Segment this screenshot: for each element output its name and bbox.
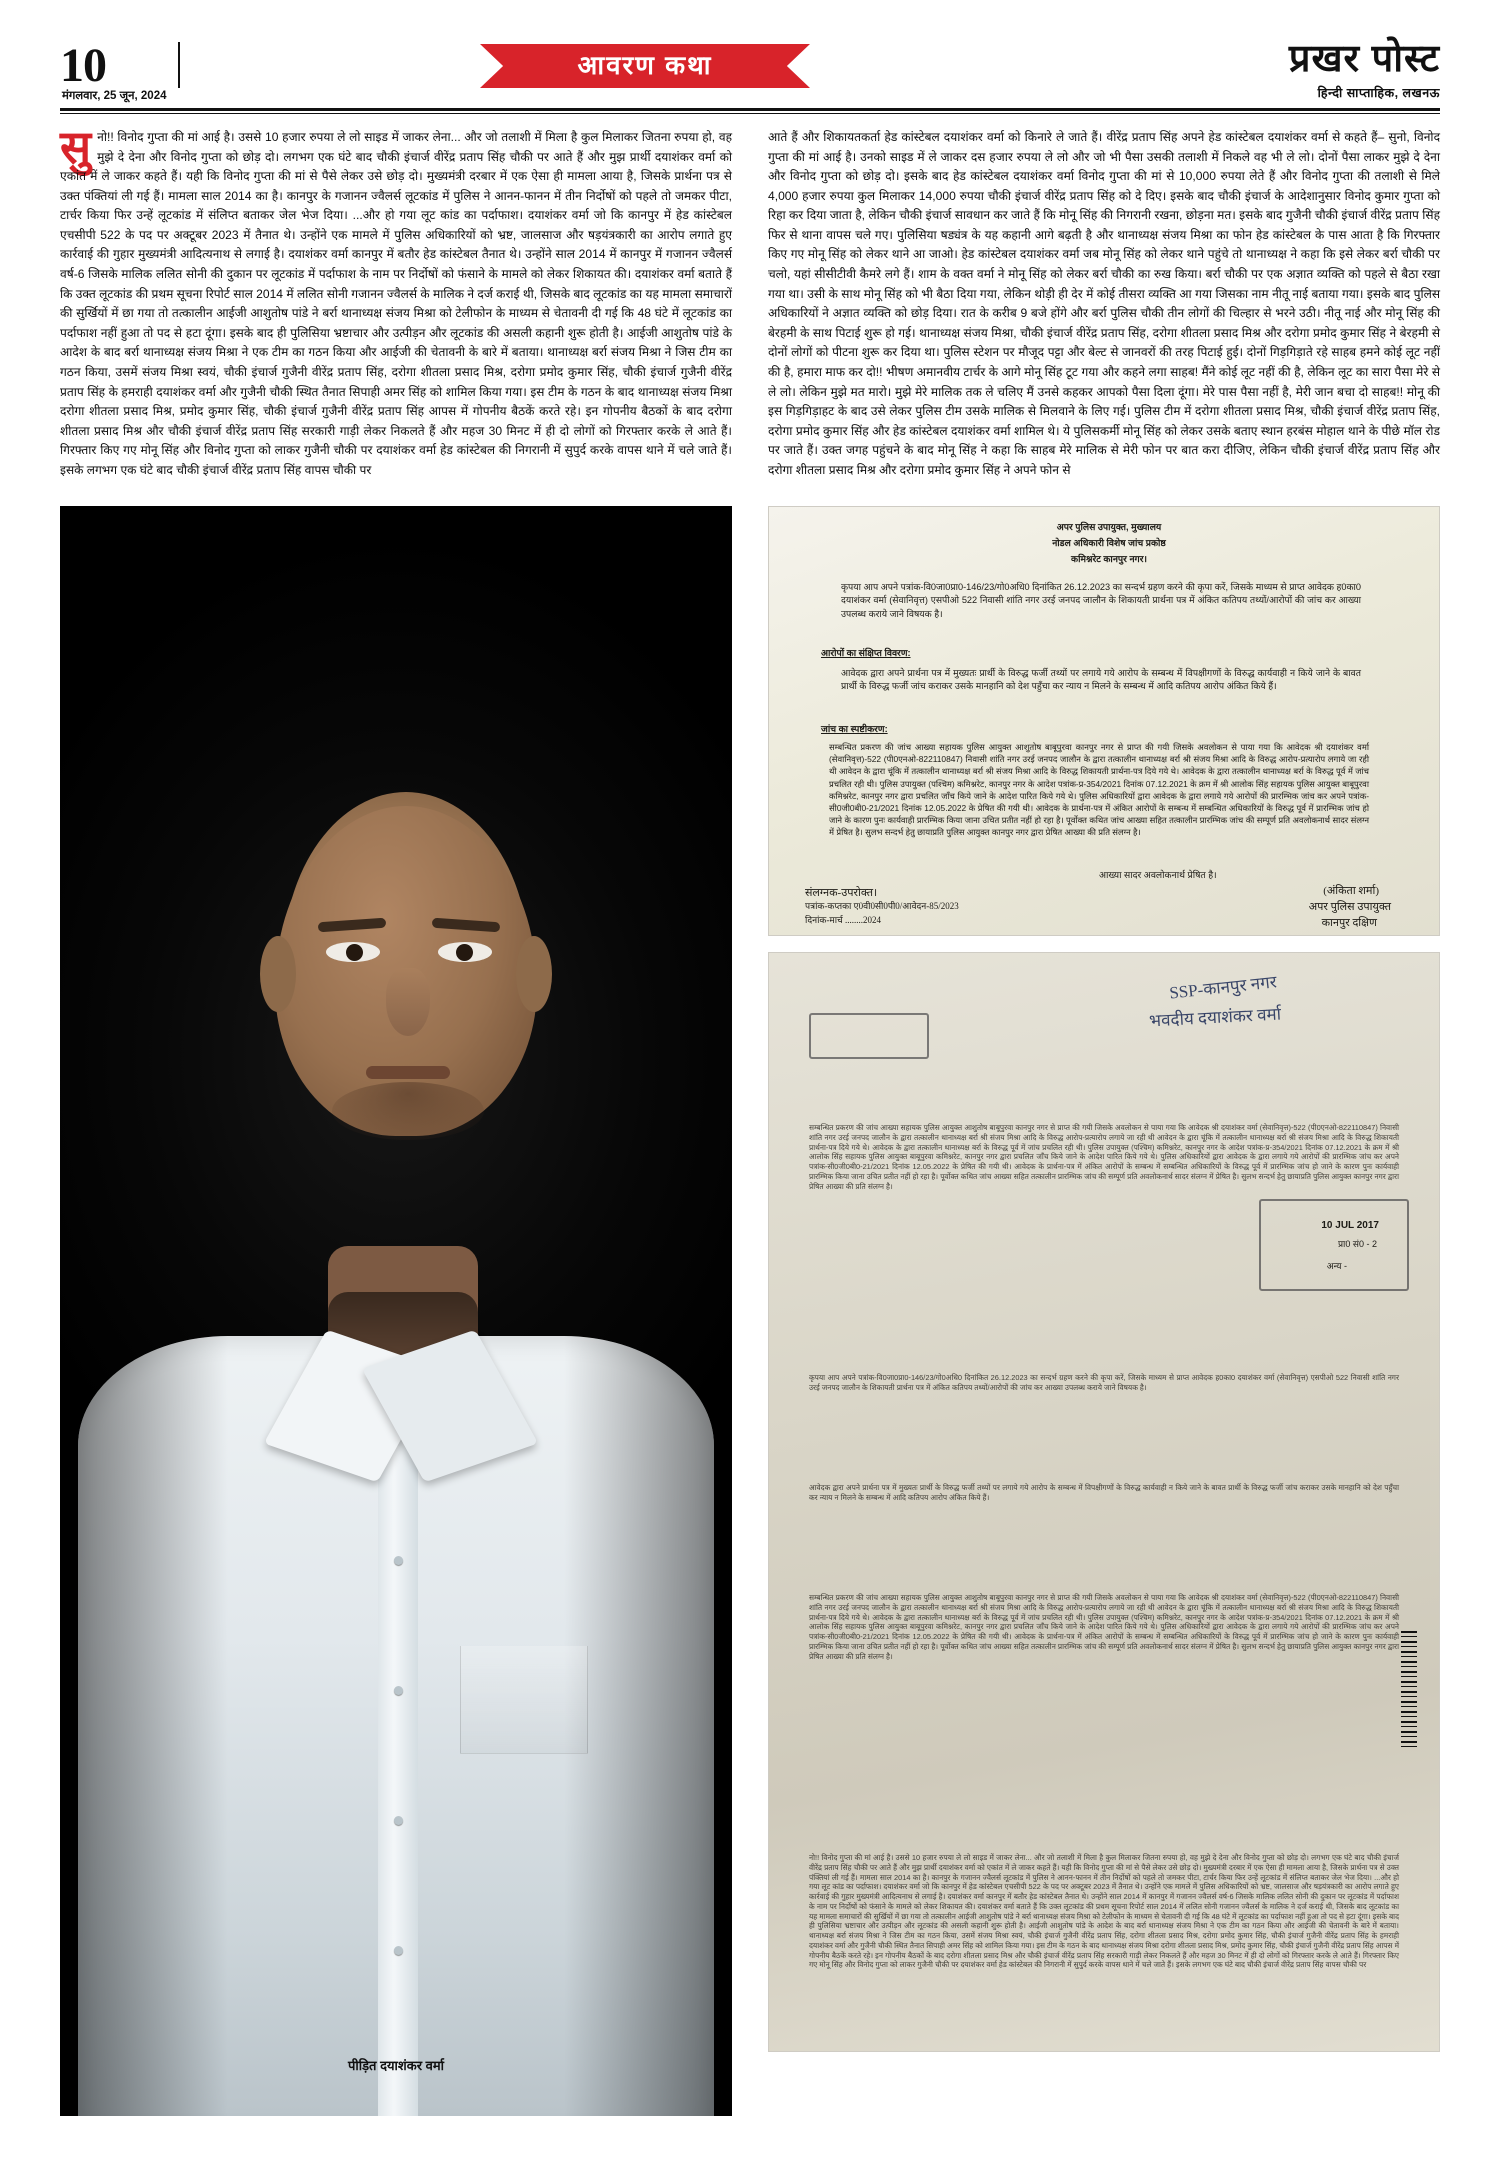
doc1-left-sign-2: पत्रांक-कप्तका ए0वी0सी0पी0/आवेदन-85/2023: [805, 901, 959, 911]
header-rule-thin: [60, 113, 1440, 114]
doc2-stamp-field-other: अन्य -: [1326, 1260, 1347, 1271]
pupil-left: [346, 944, 363, 961]
brand-subtitle: हिन्दी साप्ताहिक, लखनऊ: [1317, 85, 1440, 100]
doc1-right-sign-2: अपर पुलिस उपायुक्त: [1308, 901, 1391, 913]
article-body-1: नो!! विनोद गुप्ता की मां आई है। उससे 10 हजार रुपया ले लो साइड में जाकर लेना... और जो तलाशी में मिला है कुल मिलाकर जितना रुपया हो, वह मुझे दे देना और विनोद गुप्ता को छोड़ दो। लगभग एक घंटे बाद चौकी इंचार्ज वीरेंद्र प्रताप सिंह चौकी पर आते हैं और मुझ प्रार्थी दयाशंकर वर्मा को एकांत में ले जाकर कहते हैं। यही कि विनोद गुप्ता की मां से पैसे लेकर उसे छोड़ दो। मुख्यमंत्री दरबार में एक ऐसा ही मामला आया है, जिसके प्रार्थना पत्र से उक्त पंक्तियां ली गई हैं। मामला साल 2014 का है। कानपुर के गजानन ज्वैलर्स लूटकांड में पुलिस ने आनन-फानन में तीन निर्दोषों को पहले तो जमकर पीटा, टार्चर किया फिर उन्हें लूटकांड में संलिप्त बताकर जेल भेज दिया। ...और हो गया लूट कांड का पर्दाफाश। दयाशंकर वर्मा जो कि कानपुर में हेड कांस्टेबल एचसीपी 522 के पद पर अक्टूबर 2023 में तैनात थे। उन्होंने एक मामले में पुलिस अधिकारियों को भ्रष्ट, जालसाज और षड़यंत्रकारी का आरोप लगाते हुए कार्रवाई की गुहार मुख्यमंत्री आदित्यनाथ से लगाई है। दयाशंकर वर्मा कानपुर में बतौर हेड कांस्टेबल तैनात थे। उन्होंने साल 2014 में कानपुर में गजानन ज्वैलर्स वर्ष-6 जिसके मालिक ललित सोनी की दुकान पर लूटकांड में पर्दाफाश के नाम पर निर्दोषों को फंसाने के मामले को लेकर शिकायत की। दयाशंकर वर्मा बताते हैं कि उक्त लूटकांड की प्रथम सूचना रिपोर्ट साल 2014 में ललित सोनी गजानन ज्वैलर्स के मालिक ने दर्ज कराई थी, जिसके बाद लूटकांड का यह मामला समाचारों की सुर्खियों में छा गया तो तत्कालीन आईजी आशुतोष पांडे ने बर्रा थानाध्यक्ष संजय मिश्रा को टेलीफोन के माध्यम से चेतावनी दी गई कि 48 घंटे में लूटकांड का पर्दाफाश नहीं हुआ तो पद से हटा दूंगा। इसके बाद ही पुलिसिया भ्रष्टाचार और उत्पीड़न और लूटकांड की असली कहानी शुरू होती है। आईजी आशुतोष पांडे के आदेश के बाद बर्रा थानाध्यक्ष संजय मिश्रा ने एक टीम का गठन किया और आईजी की चेतावनी के बारे में बताया। थानाध्यक्ष बर्रा संजय मिश्रा ने जिस टीम का गठन किया, उसमें संजय मिश्रा स्वयं, चौकी इंचार्ज गुजैनी वीरेंद्र प्रताप सिंह, दरोगा शीतला प्रसाद मिश्र, दरोगा प्रमोद कुमार सिंह, चौकी इंचार्ज गुजैनी वीरेंद्र प्रताप सिंह के हमराही दयाशंकर वर्मा और गुजैनी चौकी स्थित तैनात सिपाही अमर सिंह को शामिल किया गया। इस टीम के गठन के बाद थानाध्यक्ष संजय मिश्रा दरोगा शीतला प्रसाद मिश्र, प्रमोद कुमार सिंह, चौकी इंचार्ज गुजैनी वीरेंद्र प्रताप सिंह आपस में गोपनीय बैठकें करते रहे। इन गोपनीय बैठकों के बाद दरोगा शीतला प्रसाद मिश्र और चौकी इंचार्ज वीरेंद्र प्रताप सिंह सरकारी गाड़ी लेकर निकलते हैं और महज 30 मिनट में ही दो लोगों को गिरफ्तार करके ले आते हैं। गिरफ्तार किए गए मोनू सिंह और विनोद गुप्ता को लाकर गुजैनी चौकी पर दयाशंकर वर्मा हेड कांस्टेबल की निगरानी में सुपुर्द करके वापस थाने में चले जाते हैं। इसके लगभग एक घंटे बाद चौकी इंचार्ज वीरेंद्र प्रताप सिंह वापस चौकी पर: [60, 130, 733, 477]
drop-cap: सु: [60, 122, 92, 173]
article-body-2: आते हैं और शिकायतकर्ता हेड कांस्टेबल दयाशंकर वर्मा को किनारे ले जाते हैं। वीरेंद्र प्रताप सिंह अपने हेड कांस्टेबल दयाशंकर वर्मा से कहते हैं– सुनो, विनोद गुप्ता की मां आई है। उनको साइड में ले जाकर दस हजार रुपया ले लो और जो भी पैसा उसकी तलाशी में निकले वह भी ले लो। दोनों पैसा लाकर मुझे दे देना और विनोद गुप्ता को छोड़ दो। इसके बाद हेड कांस्टेबल दयाशंकर वर्मा विनोद गुप्ता की मां से 10,000 रुपया लेते हैं और विनोद गुप्ता की तलाशी से मिले 4,000 हजार रुपया कुल मिलाकर 14,000 रुपया चौकी इंचार्ज वीरेंद्र प्रताप सिंह को दे दिए। इसके बाद चौकी इंचार्ज के आदेशानुसार विनोद कुमार गुप्ता को रिहा कर दिया जाता है, लेकिन चौकी इंचार्ज सावधान कर जाते हैं कि मोनू सिंह की निगरानी रखना, छोड़ना मत। इसके बाद गुजैनी चौकी इंचार्ज वीरेंद्र प्रताप सिंह फिर से थाना वापस चले गए। पुलिसिया षड्यंत्र के यह कहानी आगे बढ़ती है और थानाध्यक्ष संजय मिश्रा का फोन हेड कांस्टेबल के पास आता है कि गिरफ्तार किए गए मोनू सिंह को लेकर थाने आ जाओ। हेड कांस्टेबल दयाशंकर वर्मा जब मोनू सिंह को लेकर थाने पहुंचे तो थानाध्यक्ष ने कहा कि इसे लेकर बर्रा चौकी पर चलो, यहां सीसीटीवी कैमरे लगे हैं। शाम के वक्त वर्मा ने मोनू सिंह को लेकर बर्रा चौकी का रुख किया। बर्रा चौकी पर एक अज्ञात व्यक्ति को पहले से बैठा रखा गया था। उसी के साथ मोनू सिंह को भी बैठा दिया गया, लेकिन थोड़ी ही देर में कोई तीसरा व्यक्ति आ गया जिसका नाम नीतू नाई बताया गया। इसके बाद पुलिस अधिकारियों ने अज्ञात व्यक्ति को छोड़ दिया। रात के करीब 9 बजे होंगे और बर्रा पुलिस चौकी तीन लोगों की चिल्हार से भरने उठी। नीतू नाई और मोनू सिंह की बेरहमी के साथ पिटाई शुरू हो गई। थानाध्यक्ष संजय मिश्रा, चौकी इंचार्ज वीरेंद्र प्रताप सिंह, दरोगा शीतला प्रसाद मिश्र और दरोगा प्रमोद कुमार सिंह ने बेरहमी से दोनों लोगों को पीटना शुरू कर दिया था। पुलिस स्टेशन पर मौजूद पट्टा और बेल्ट से जानवरों की तरह पिटाई हुई। दोनों गिड़गिड़ाते रहे साहब हमने कोई लूट नहीं की है, हमारा माफ कर दो!! भीषण अमानवीय टार्चर के आगे मोनू सिंह टूट गया और कहने लगा साहब! मैंने कोई लूट नहीं की है, लेकिन लूट का सारा पैसा मेरे से ले लो। लेकिन मुझे मत मारो। मुझे मेरे मालिक तक ले चलिए मैं उनसे कहकर आपको पैसा दिला दूंगा। मेरे पास पैसा नहीं है, मेरी जान बचा दो साहब!! मोनू की इस गिड़गिड़ाहट के बाद उसे लेकर पुलिस टीम उसके मालिक से मिलवाने के लिए गई। पुलिस टीम में दरोगा शीतला प्रसाद मिश्र, चौकी इंचार्ज वीरेंद्र प्रताप सिंह, दरोगा प्रमोद कुमार सिंह और हेड कांस्टेबल दयाशंकर वर्मा शामिल थे। ये पुलिसकर्मी मोनू सिंह को लेकर उसके बताए स्थान हरबंस मोहाल थाने के पीछे मॉल रोड पर जाते हैं। उक्त जगह पहुंचने के बाद मोनू सिंह ने कहा कि साहब मेरे मालिक से मेरी फोन पर बात करा दीजिए, लेकिन चौकी इंचार्ज वीरेंद्र प्रताप सिंह और दरोगा शीतला प्रसाद मिश्र और दरोगा प्रमोद कुमार सिंह ने अपने फोन से: [768, 130, 1440, 477]
masthead: [60, 38, 1440, 106]
doc1-header-line-3: कमिश्नरेट कानपुर नगर।: [1071, 554, 1147, 564]
victim-photo: [60, 506, 732, 2116]
doc2-stamp-right: [1259, 1199, 1409, 1291]
pupil-right: [456, 944, 473, 961]
doc2-body-text: कृपया आप अपने पत्रांक-वि0जा0प्रा0-146/23/गो0अधि0 दिनांकित 26.12.2023 का सन्दर्भ ग्रहण करने की कृपा करें, जिसके माध्यम से प्राप्त आवेदक ह0का0 दयाशंकर वर्मा (सेवानिवृत्त) एसपीओ 522 निवासी शांति नगर उरई जनपद जालौन के शिकायती प्रार्थना पत्र में अंकित कतिपय तथ्यों/आरोपों की जांच कर आख्या उपलब्ध कराये जाने विषयक है।: [809, 1373, 1399, 1392]
doc1-header-line-1: अपर पुलिस उपायुक्त, मुख्यालय: [1056, 522, 1162, 532]
page-number: 10: [60, 39, 106, 92]
shirt-button: [394, 1946, 403, 1955]
doc2-stamp-left: [809, 1013, 929, 1059]
section-title: आवरण कथा: [577, 50, 713, 80]
doc2-body-text: सम्बन्धित प्रकरण की जांच आख्या सहायक पुलिस आयुक्त आशुतोष बाबूपुरवा कानपुर नगर से प्राप्त की गयी जिसके अवलोकन से पाया गया कि आवेदक श्री दयाशंकर वर्मा (सेवानिवृत्त)-522 (पी0एनओ-822110847) निवासी शांति नगर उरई जनपद जालौन के द्वारा तत्कालीन थानाध्यक्ष बर्रा श्री संजय मिश्रा आदि के विरुद्ध आरोप-प्रत्यारोप लगाये जा रही थी आवेदन के द्वारा चूंकि में तत्कालीन थानाध्यक्ष बर्रा श्री संजय मिश्रा आदि के विरुद्ध शिकायती प्रार्थना-पत्र दिये गये थे। आवेदक के द्वारा तत्कालीन थानाध्यक्ष बर्रा के विरुद्ध पूर्व में जांच प्रचलित रही थी। पुलिस उपायुक्त (पश्चिम) कमिश्नरेट, कानपुर नगर के आदेश पत्रांक-प्र-354/2021 दिनांक 07.12.2021 के क्रम में श्री आलोक सिंह सहायक पुलिस आयुक्त बाबूपुरवा कमिश्नरेट, कानपुर नगर द्वारा प्रचलित जाँच किये जाने के आदेश पारित किये गये थे। पुलिस अधिकारियों द्वारा आवेदक के द्वारा लगाये गये आरोपों की प्रारम्भिक जांच कर अपने पत्रांक-सी0जी0बी0-21/2021 दिनांक 12.05.2022 के प्रेषित की गयी थी। आवेदक के प्रार्थना-पत्र में अंकित आरोपों के सम्बन्ध में सम्बन्धित अधिकारियों के विरुद्ध पूर्व में प्रारम्भिक जांच हो जाने के कारण पुनः कार्यवाही प्रारम्भिक किया जाना उचित प्रतीत नहीं हो रहा है। पूर्वोक्त कथित जांच आख्या सहित तत्कालीन प्रारम्भिक जांच की सम्पूर्ण प्रति अवलोकनार्थ सादर संलग्न में प्रेषित है। सुलभ सन्दर्भ हेतु छायाप्रति पुलिस आयुक्त कानपुर नगर द्वारा प्रेषित आख्या की प्रति संलग्न है।: [809, 1123, 1400, 1191]
doc1-right-sign-3: कानपुर दक्षिण: [1321, 917, 1377, 929]
issue-date: मंगलवार, 25 जून, 2024: [62, 90, 167, 102]
doc1-left-sign-3: दिनांक-मार्च ........2024: [805, 915, 882, 925]
doc2-annotation-ssp: SSP-कानपुर नगर: [1168, 972, 1278, 1003]
doc1-para-1: आवेदक द्वारा अपने प्रार्थना पत्र में मुख्यतः प्रार्थी के विरुद्ध फर्जी तथ्यों पर लगाये गये आरोप के सम्बन्ध में विपक्षीगणों के विरुद्ध कार्यवाही न किये जाने के बावत प्रार्थी के विरुद्ध फर्जी जांच कराकर उसके मानहानि को देश पहुँचा कर न्याय न मिलने के सम्बन्ध में आदि कतिपय आरोप अंकित किये हैं।: [841, 668, 1361, 692]
shirt-button: [394, 1686, 403, 1695]
article-columns: [60, 122, 1440, 480]
ear-right: [516, 936, 552, 1012]
doc1-right-sign-1: (अंकिता शर्मा): [1323, 885, 1379, 897]
chin-shadow: [332, 1082, 484, 1140]
portrait-illustration: [60, 506, 732, 2116]
photo-caption: पीड़ित दयाशंकर वर्मा: [347, 2058, 445, 2073]
document-scanned-fir: [768, 952, 1440, 2052]
mouth: [366, 1066, 450, 1079]
doc2-body-text: सम्बन्धित प्रकरण की जांच आख्या सहायक पुलिस आयुक्त आशुतोष बाबूपुरवा कानपुर नगर से प्राप्त की गयी जिसके अवलोकन से पाया गया कि आवेदक श्री दयाशंकर वर्मा (सेवानिवृत्त)-522 (पी0एनओ-822110847) निवासी शांति नगर उरई जनपद जालौन के द्वारा तत्कालीन थानाध्यक्ष बर्रा श्री संजय मिश्रा आदि के विरुद्ध आरोप-प्रत्यारोप लगाये जा रही थी आवेदन के द्वारा चूंकि में तत्कालीन थानाध्यक्ष बर्रा श्री संजय मिश्रा आदि के विरुद्ध शिकायती प्रार्थना-पत्र दिये गये थे। आवेदक के द्वारा तत्कालीन थानाध्यक्ष बर्रा के विरुद्ध पूर्व में जांच प्रचलित रही थी। पुलिस उपायुक्त (पश्चिम) कमिश्नरेट, कानपुर नगर के आदेश पत्रांक-प्र-354/2021 दिनांक 07.12.2021 के क्रम में श्री आलोक सिंह सहायक पुलिस आयुक्त बाबूपुरवा कमिश्नरेट, कानपुर नगर द्वारा प्रचलित जाँच किये जाने के आदेश पारित किये गये थे। पुलिस अधिकारियों द्वारा आवेदक के द्वारा लगाये गये आरोपों की प्रारम्भिक जांच कर अपने पत्रांक-सी0जी0बी0-21/2021 दिनांक 12.05.2022 के प्रेषित की गयी थी। आवेदक के प्रार्थना-पत्र में अंकित आरोपों के सम्बन्ध में सम्बन्धित अधिकारियों के विरुद्ध पूर्व में प्रारम्भिक जांच हो जाने के कारण पुनः कार्यवाही प्रारम्भिक किया जाना उचित प्रतीत नहीं हो रहा है। पूर्वोक्त कथित जांच आख्या सहित तत्कालीन प्रारम्भिक जांच की सम्पूर्ण प्रति अवलोकनार्थ सादर संलग्न में प्रेषित है। सुलभ सन्दर्भ हेतु छायाप्रति पुलिस आयुक्त कानपुर नगर द्वारा प्रेषित आख्या की प्रति संलग्न है।: [809, 1593, 1400, 1661]
doc2-body-text: आवेदक द्वारा अपने प्रार्थना पत्र में मुख्यतः प्रार्थी के विरुद्ध फर्जी तथ्यों पर लगाये गये आरोप के सम्बन्ध में विपक्षीगणों के विरुद्ध कार्यवाही न किये जाने के बावत प्रार्थी के विरुद्ध फर्जी जांच कराकर उसके मानहानि को देश पहुँचा कर न्याय न मिलने के सम्बन्ध में आदि कतिपय आरोप अंकित किये हैं।: [809, 1483, 1399, 1502]
section-ribbon: [480, 44, 810, 88]
doc1-para-2: सम्बन्धित प्रकरण की जांच आख्या सहायक पुलिस आयुक्त आशुतोष बाबूपुरवा कानपुर नगर से प्राप्त की गयी जिसके अवलोकन से पाया गया कि आवेदक श्री दयाशंकर वर्मा (सेवानिवृत्त)-522 (पी0एनओ-822110847) निवासी शांति नगर उरई जनपद जालौन के द्वारा तत्कालीन थानाध्यक्ष बर्रा श्री संजय मिश्रा आदि के विरुद्ध आरोप-प्रत्यारोप लगाये जा रही थी आवेदन के द्वारा चूंकि में तत्कालीन थानाध्यक्ष बर्रा श्री संजय मिश्रा आदि के विरुद्ध शिकायती प्रार्थना-पत्र दिये गये थे। आवेदक के द्वारा तत्कालीन थानाध्यक्ष बर्रा के विरुद्ध पूर्व में जांच प्रचलित रही थी। पुलिस उपायुक्त (पश्चिम) कमिश्नरेट, कानपुर नगर के आदेश पत्रांक-प्र-354/2021 दिनांक 07.12.2021 के क्रम में श्री आलोक सिंह सहायक पुलिस आयुक्त बाबूपुरवा कमिश्नरेट, कानपुर नगर द्वारा प्रचलित जाँच किये जाने के आदेश पारित किये गये थे। पुलिस अधिकारियों द्वारा आवेदक के द्वारा लगाये गये आरोपों की प्रारम्भिक जांच कर अपने पत्रांक-सी0जी0बी0-21/2021 दिनांक 12.05.2022 के प्रेषित की गयी थी। आवेदक के प्रार्थना-पत्र में अंकित आरोपों के सम्बन्ध में सम्बन्धित अधिकारियों के विरुद्ध पूर्व में प्रारम्भिक जांच हो जाने के कारण पुनः कार्यवाही प्रारम्भिक किया जाना उचित प्रतीत नहीं हो रहा है। पूर्वोक्त कथित जांच आख्या सहित तत्कालीन प्रारम्भिक जांच की सम्पूर्ण प्रति अवलोकनार्थ सादर संलग्न में प्रेषित है। सुलभ सन्दर्भ हेतु छायाप्रति पुलिस आयुक्त कानपुर नगर द्वारा प्रेषित आख्या की प्रति संलग्न है।: [829, 742, 1369, 838]
brand-block: [1289, 40, 1440, 101]
shirt-pocket: [460, 1646, 588, 1754]
header-divider: [178, 42, 180, 88]
doc2-stamp-field-pa: प्रा0 सं0 - 2: [1337, 1238, 1377, 1249]
shirt-shadow-left: [78, 1336, 228, 2116]
doc1-closing: आख्या सादर अवलोकनार्थ प्रेषित है।: [1099, 870, 1217, 880]
ear-left: [260, 936, 296, 1012]
doc1-section-title-1: आरोपों का संक्षिप्त विवरण:: [821, 648, 911, 658]
doc1-left-sign-1: संलग्नक-उपरोक्त।: [805, 887, 878, 899]
document-complaint-letter: [768, 506, 1440, 936]
shirt-button: [394, 1556, 403, 1565]
doc1-header-line-2: नोडल अधिकारी विशेष जांच प्रकोष्ठ: [1052, 538, 1166, 548]
article-column-1: [60, 122, 733, 480]
doc2-annotation-signature: भवदीय दयाशंकर वर्मा: [1148, 1004, 1282, 1031]
article-column-2: [768, 128, 1440, 480]
doc2-body-text: नो!! विनोद गुप्ता की मां आई है। उससे 10 हजार रुपया ले लो साइड में जाकर लेना... और जो तलाशी में मिला है कुल मिलाकर जितना रुपया हो, वह मुझे दे देना और विनोद गुप्ता को छोड़ दो। लगभग एक घंटे बाद चौकी इंचार्ज वीरेंद्र प्रताप सिंह चौकी पर आते हैं और मुझ प्रार्थी दयाशंकर वर्मा को एकांत में ले जाकर कहते हैं। यही कि विनोद गुप्ता की मां से पैसे लेकर उसे छोड़ दो। मुख्यमंत्री दरबार में एक ऐसा ही मामला आया है, जिसके प्रार्थना पत्र से उक्त पंक्तियां ली गई हैं। मामला साल 2014 का है। कानपुर के गजानन ज्वैलर्स लूटकांड में पुलिस ने आनन-फानन में तीन निर्दोषों को पहले तो जमकर पीटा, टार्चर किया फिर उन्हें लूटकांड में संलिप्त बताकर जेल भेज दिया। ...और हो गया लूट कांड का पर्दाफाश। दयाशंकर वर्मा जो कि कानपुर में हेड कांस्टेबल एचसीपी 522 के पद पर अक्टूबर 2023 में तैनात थे। उन्होंने एक मामले में पुलिस अधिकारियों को भ्रष्ट, जालसाज और षड़यंत्रकारी का आरोप लगाते हुए कार्रवाई की गुहार मुख्यमंत्री आदित्यनाथ से लगाई है। दयाशंकर वर्मा कानपुर में बतौर हेड कांस्टेबल तैनात थे। उन्होंने साल 2014 में कानपुर में गजानन ज्वैलर्स वर्ष-6 जिसके मालिक ललित सोनी की दुकान पर लूटकांड में पर्दाफाश के नाम पर निर्दोषों को फंसाने के मामले को लेकर शिकायत की। दयाशंकर वर्मा बताते हैं कि उक्त लूटकांड की प्रथम सूचना रिपोर्ट साल 2014 में ललित सोनी गजानन ज्वैलर्स के मालिक ने दर्ज कराई थी, जिसके बाद लूटकांड का यह मामला समाचारों की सुर्खियों में छा गया तो तत्कालीन आईजी आशुतोष पांडे ने बर्रा थानाध्यक्ष संजय मिश्रा को टेलीफोन के माध्यम से चेतावनी दी गई कि 48 घंटे में लूटकांड का पर्दाफाश नहीं हुआ तो पद से हटा दूंगा। इसके बाद ही पुलिसिया भ्रष्टाचार और उत्पीड़न और लूटकांड की असली कहानी शुरू होती है। आईजी आशुतोष पांडे के आदेश के बाद बर्रा थानाध्यक्ष संजय मिश्रा ने एक टीम का गठन किया और आईजी की चेतावनी के बारे में बताया। थानाध्यक्ष बर्रा संजय मिश्रा ने जिस टीम का गठन किया, उसमें संजय मिश्रा स्वयं, चौकी इंचार्ज गुजैनी वीरेंद्र प्रताप सिंह, दरोगा शीतला प्रसाद मिश्र, दरोगा प्रमोद कुमार सिंह, चौकी इंचार्ज गुजैनी वीरेंद्र प्रताप सिंह के हमराही दयाशंकर वर्मा और गुजैनी चौकी स्थित तैनात सिपाही अमर सिंह को शामिल किया गया। इस टीम के गठन के बाद थानाध्यक्ष संजय मिश्रा दरोगा शीतला प्रसाद मिश्र, प्रमोद कुमार सिंह, चौकी इंचार्ज गुजैनी वीरेंद्र प्रताप सिंह आपस में गोपनीय बैठकें करते रहे। इन गोपनीय बैठकों के बाद दरोगा शीतला प्रसाद मिश्र और चौकी इंचार्ज वीरेंद्र प्रताप सिंह सरकारी गाड़ी लेकर निकलते हैं और महज 30 मिनट में ही दो लोगों को गिरफ्तार करके ले आते हैं। गिरफ्तार किए गए मोनू सिंह और विनोद गुप्ता को लाकर गुजैनी चौकी पर दयाशंकर वर्मा हेड कांस्टेबल की निगरानी में सुपुर्द करके वापस थाने में चले जाते हैं। इसके लगभग एक घंटे बाद चौकी इंचार्ज वीरेंद्र प्रताप सिंह वापस चौकी पर: [809, 1853, 1399, 1970]
brand-name: प्रखर पोस्ट: [1288, 38, 1440, 80]
doc1-section-title-2: जांच का स्पष्टीकरण:: [821, 724, 888, 734]
header-rule-thick: [60, 108, 1440, 111]
shirt-button: [394, 1816, 403, 1825]
doc2-barcode: [1401, 1631, 1417, 1751]
doc2-stamp-date: 10 JUL 2017: [1321, 1219, 1379, 1231]
doc1-intro: कृपया आप अपने पत्रांक-वि0जा0प्रा0-146/23/गो0अधि0 दिनांकित 26.12.2023 का सन्दर्भ ग्रहण करने की कृपा करें, जिसके माध्यम से प्राप्त आवेदक ह0का0 दयाशंकर वर्मा (सेवानिवृत्त) एसपीओ 522 निवासी शांति नगर उरई जनपद जालौन के शिकायती प्रार्थना पत्र में अंकित कतिपय तथ्यों/आरोपों की जांच कर आख्या उपलब्ध कराये जाने विषयक है।: [841, 582, 1361, 619]
shirt-placket: [378, 1446, 418, 2116]
nose: [386, 968, 430, 1036]
